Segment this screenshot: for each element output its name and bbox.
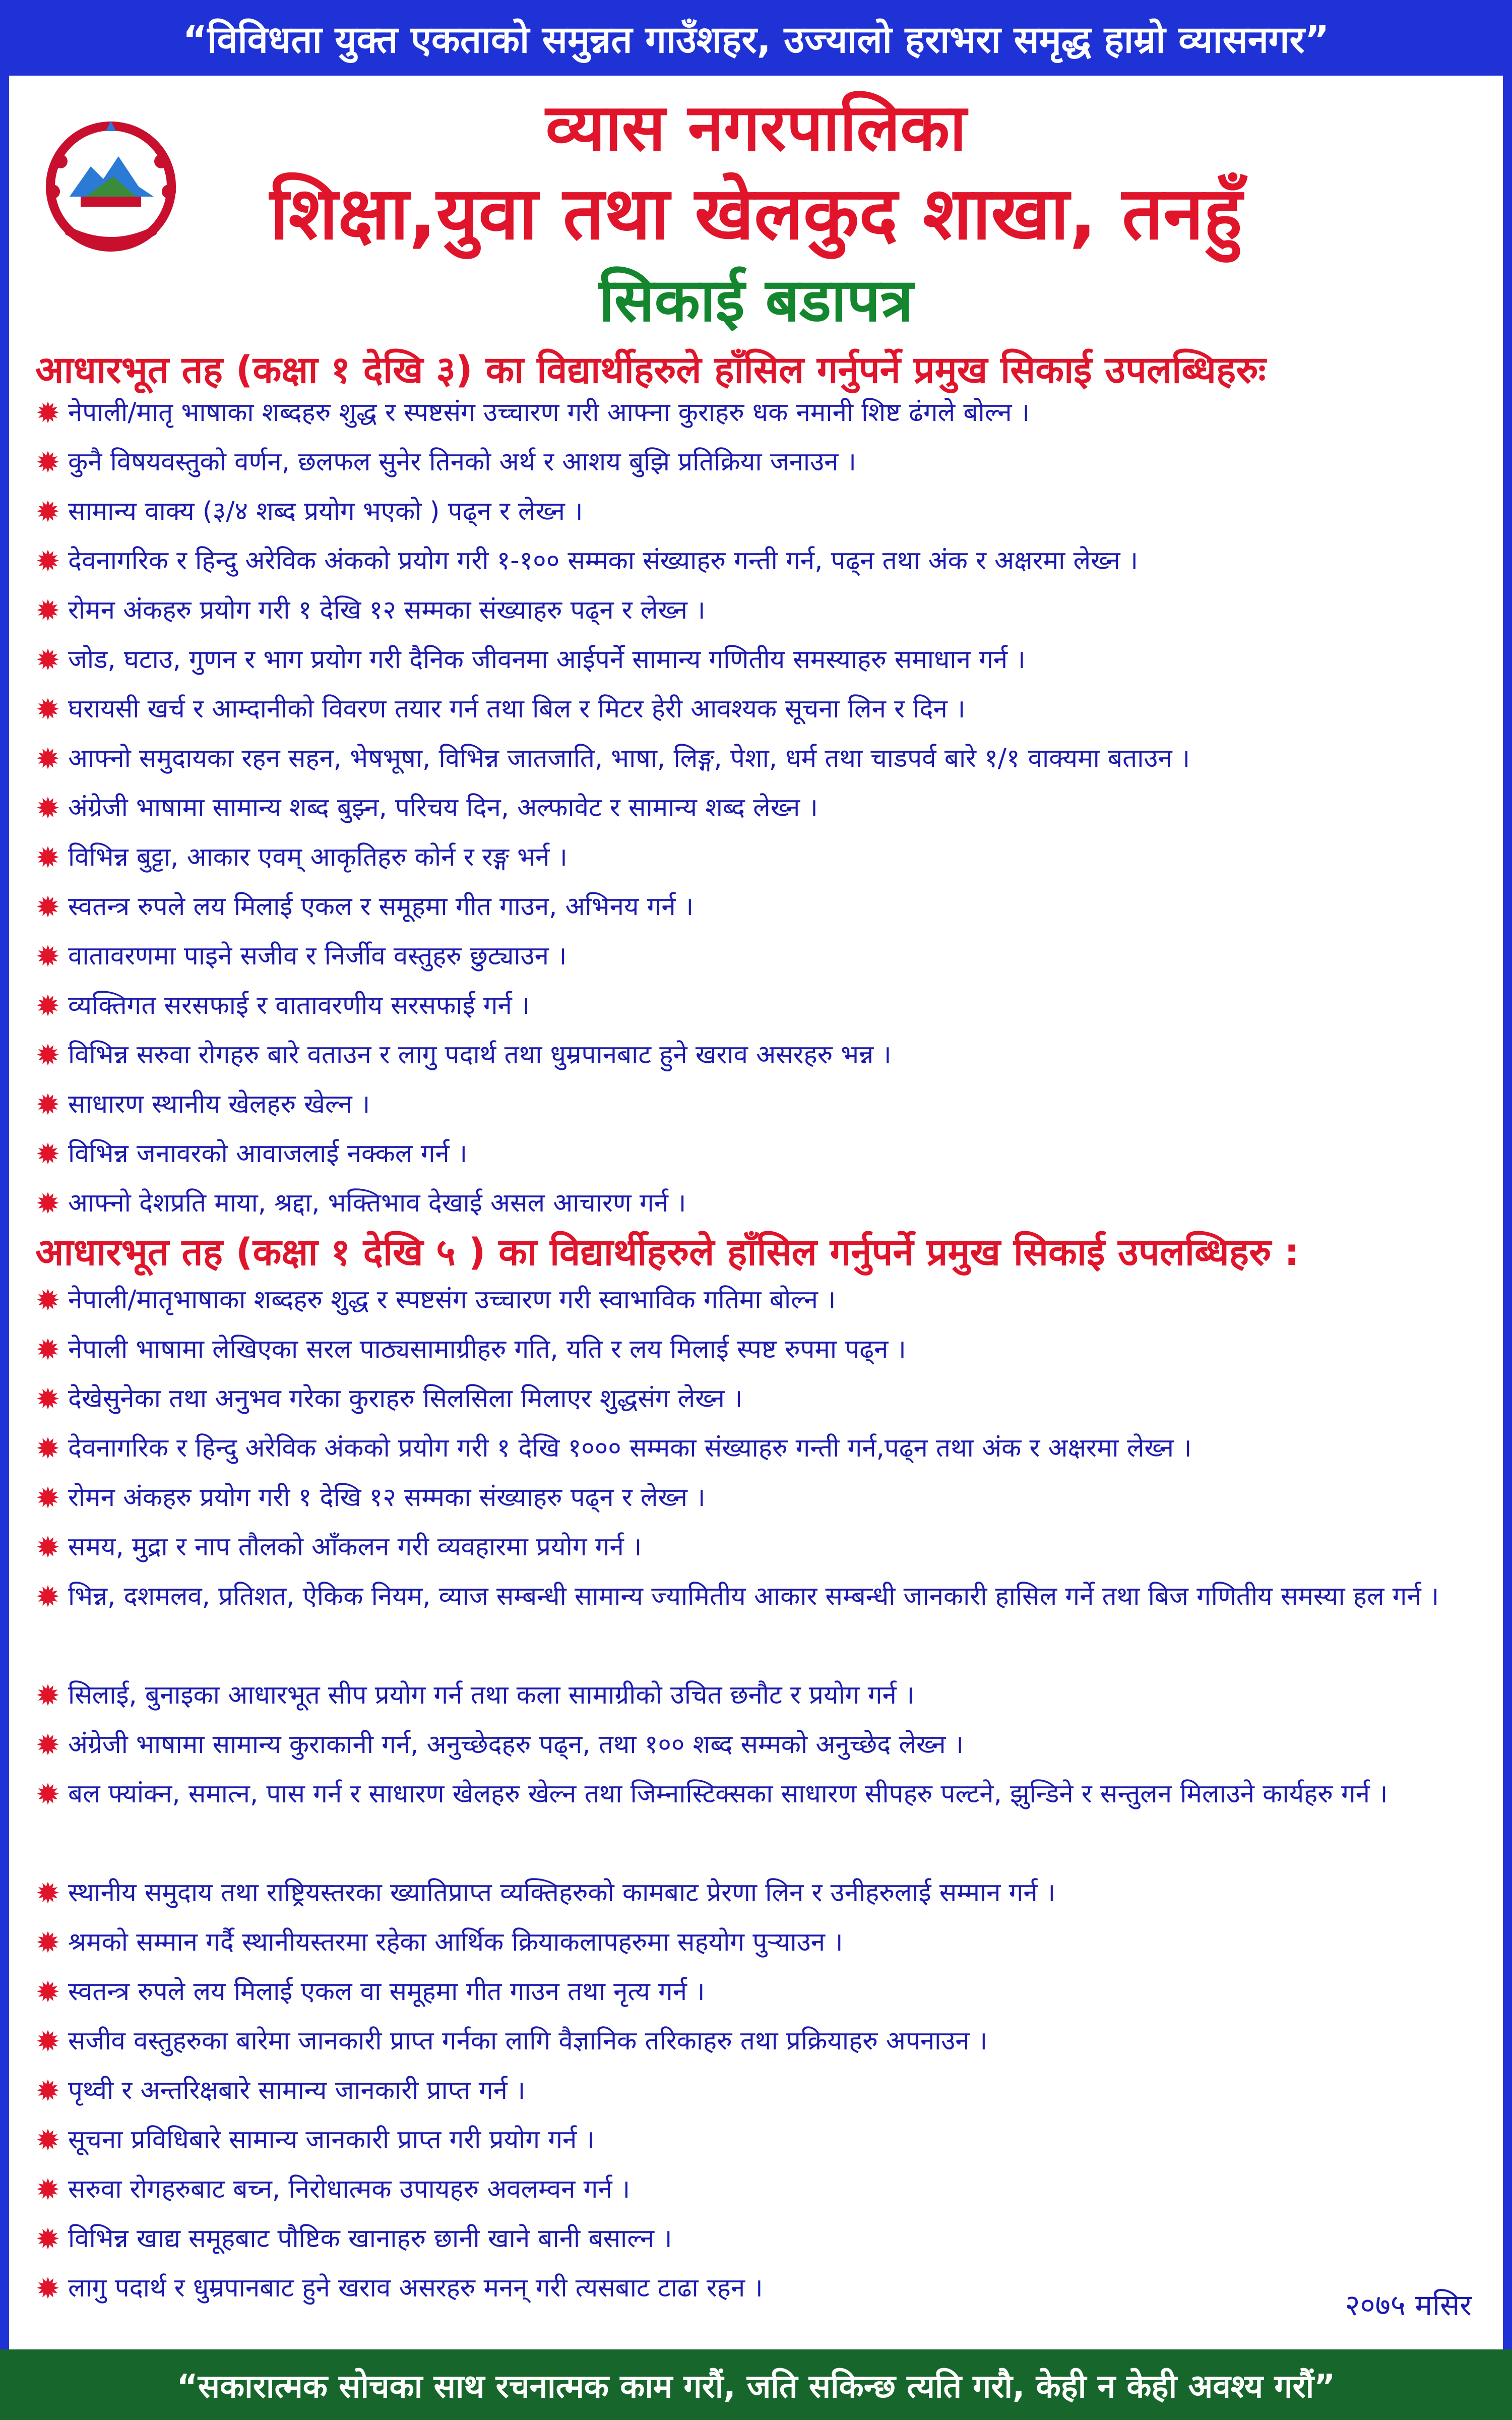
list-item-text: देवनागरिक र हिन्दु अरेविक अंकको प्रयोग गरी १-१०० सम्मका संख्याहरु गन्ती गर्न, पढ्न तथा अंक र अक्षरमा लेख्न । [68, 546, 1139, 576]
list-item [33, 586, 1484, 635]
list-item-text: अंग्रेजी भाषामा सामान्य कुराकानी गर्न, अनुच्छेदहरु पढ्न, तथा १०० शब्द सम्मको अनुच्छेद लेख्न । [68, 1730, 964, 1760]
starburst-bullet-icon: ✹ [35, 791, 60, 825]
list-item-text: घरायसी खर्च र आम्दानीको विवरण तयार गर्न तथा बिल र मिटर हेरी आवश्यक सूचना लिन र दिन । [68, 694, 966, 724]
list-item-text: बल फ्यांक्न, समात्न, पास गर्न र साधारण खेलहरु खेल्न तथा जिम्नास्टिक्सका साधारण सीपहरु पल्टने, झुन्डिने र सन्तुलन मिलाउने कार्यहरु गर्न । [68, 1779, 1388, 1809]
list-item [33, 783, 1484, 833]
list-item [33, 1424, 1484, 1473]
section-heading-grade-1-3: आधारभूत तह (कक्षा १ देखि ३) का विद्यार्थीहरुले हाँसिल गर्नुपर्ने प्रमुख सिकाई उपलब्धिहरुः [35, 348, 1266, 392]
document-title: सिकाई बडापत्र [599, 265, 913, 335]
list-item-text: सजीव वस्तुहरुका बारेमा जानकारी प्राप्त गर्नका लागि वैज्ञानिक तरिकाहरु तथा प्रक्रियाहरु अपनाउन । [68, 2026, 988, 2056]
starburst-bullet-icon: ✹ [35, 1777, 60, 1811]
municipality-title: व्यास नगरपालिका [545, 90, 967, 165]
list-item [33, 1031, 1484, 1080]
starburst-bullet-icon: ✹ [35, 1876, 60, 1910]
starburst-bullet-icon: ✹ [35, 1481, 60, 1515]
list-item-text: सामान्य वाक्य (३/४ शब्द प्रयोग भएको ) पढ्न र लेख्न । [68, 497, 583, 526]
top-slogan-banner [0, 0, 1512, 76]
list-item-text: कुनै विषयवस्तुको वर्णन, छलफल सुनेर तिनको अर्थ र आशय बुझि प्रतिक्रिया जनाउन । [68, 447, 856, 477]
list-item-text: भिन्न, दशमलव, प्रतिशत, ऐकिक नियम, व्याज सम्बन्धी सामान्य ज्यामितीय आकार सम्बन्धी जानकारी हासिल गर्ने तथा बिज गणितीय समस्या हल गर्न । [68, 1582, 1439, 1611]
list-item [33, 1325, 1484, 1374]
starburst-bullet-icon: ✹ [35, 495, 60, 529]
list-item [33, 2264, 1484, 2313]
starburst-bullet-icon: ✹ [35, 1283, 60, 1317]
list-item [33, 1523, 1484, 1572]
list-item-text: स्थानीय समुदाय तथा राष्ट्रियस्तरका ख्यातिप्राप्त व्यक्तिहरुको कामबाट प्रेरणा लिन र उनीहरुलाई सम्मान गर्न । [68, 1878, 1056, 1908]
list-item-text: स्वतन्त्र रुपले लय मिलाई एकल वा समूहमा गीत गाउन तथा नृत्य गर्न । [68, 1977, 705, 2007]
list-item [33, 981, 1484, 1031]
list-item-text: आफ्नो देशप्रति माया, श्रद्दा, भक्तिभाव देखाई असल आचारण गर्न । [68, 1188, 686, 1218]
list-item-text: लागु पदार्थ र धुम्रपानबाट हुने खराव असरहरु मनन् गरी त्यसबाट टाढा रहन । [68, 2273, 763, 2303]
list-item [33, 734, 1484, 783]
starburst-bullet-icon: ✹ [35, 1975, 60, 2009]
starburst-bullet-icon: ✹ [35, 2074, 60, 2108]
list-item-text: नेपाली भाषामा लेखिएका सरल पाठ्यसामाग्रीहरु गति, यति र लय मिलाई स्पष्ट रुपमा पढ्न । [68, 1335, 906, 1364]
list-item-text: व्यक्तिगत सरसफाई र वातावरणीय सरसफाई गर्न । [68, 991, 530, 1020]
list-item [33, 438, 1484, 487]
list-item [33, 2115, 1484, 2165]
starburst-bullet-icon: ✹ [35, 1925, 60, 1960]
list-item [33, 2214, 1484, 2264]
list-item [33, 1868, 1484, 1918]
starburst-bullet-icon: ✹ [35, 1728, 60, 1762]
list-item [33, 1967, 1484, 2017]
list-item-text: पृथ्वी र अन्तरिक्षबारे सामान्य जानकारी प्राप्त गर्न । [68, 2076, 526, 2105]
section-heading-grade-1-5: आधारभूत तह (कक्षा १ देखि ५ ) का विद्यार्थीहरुले हाँसिल गर्नुपर्ने प्रमुख सिकाई उपलब्धिहरु : [35, 1231, 1299, 1274]
starburst-bullet-icon: ✹ [35, 544, 60, 578]
list-item [33, 635, 1484, 685]
starburst-bullet-icon: ✹ [35, 1186, 60, 1221]
list-item-text: देखेसुनेका तथा अनुभव गरेका कुराहरु सिलसिला मिलाएर शुद्धसंग लेख्न । [68, 1384, 743, 1414]
starburst-bullet-icon: ✹ [35, 2024, 60, 2059]
starburst-bullet-icon: ✹ [35, 1382, 60, 1416]
list-item [33, 1918, 1484, 1967]
list-item-text: आफ्नो समुदायका रहन सहन, भेषभूषा, विभिन्न जातजाति, भाषा, लिङ्ग, पेशा, धर्म तथा चाडपर्व बारे १/१ वाक्यमा बताउन । [68, 744, 1190, 773]
list-item-text: सूचना प्रविधिबारे सामान्य जानकारी प्राप्त गरी प्रयोग गर्न । [68, 2125, 595, 2155]
list-item [33, 833, 1484, 882]
starburst-bullet-icon: ✹ [35, 890, 60, 924]
list-item [33, 1129, 1484, 1179]
list-item [33, 487, 1484, 536]
list-item-text: विभिन्न खाद्य समूहबाट पौष्टिक खानाहरु छानी खाने बानी बसाल्न । [68, 2224, 672, 2254]
outcome-list-grade-1-3 [33, 388, 1484, 1228]
starburst-bullet-icon: ✹ [35, 643, 60, 677]
top-slogan: “विविधता युक्त एकताको समुन्नत गाउँशहर, उज्यालो हराभरा समृद्ध हाम्रो व्यासनगर” [182, 18, 1330, 62]
list-item-text: रोमन अंकहरु प्रयोग गरी १ देखि १२ सम्मका संख्याहरु पढ्न र लेख्न । [68, 1483, 706, 1512]
list-item-text: विभिन्न बुट्टा, आकार एवम् आकृतिहरु कोर्न र रङ्ग भर्न । [68, 842, 568, 872]
outcome-list-grade-1-5 [33, 1276, 1484, 2313]
list-item-text: रोमन अंकहरु प्रयोग गरी १ देखि १२ सम्मका संख्याहरु पढ्न र लेख्न । [68, 595, 706, 625]
starburst-bullet-icon: ✹ [35, 2271, 60, 2306]
list-item-text: नेपाली/मातृ भाषाका शब्दहरु शुद्ध र स्पष्टसंग उच्चारण गरी आफ्ना कुराहरु धक नमानी शिष्ट ढंगले बोल्न । [68, 398, 1030, 428]
list-item-text: सिलाई, बुनाइका आधारभूत सीप प्रयोग गर्न तथा कला सामाग्रीको उचित छनौट र प्रयोग गर्न । [68, 1680, 915, 1710]
starburst-bullet-icon: ✹ [35, 840, 60, 875]
list-item-text: साधारण स्थानीय खेलहरु खेल्न । [68, 1090, 370, 1119]
list-item [33, 1374, 1484, 1424]
starburst-bullet-icon: ✹ [35, 2123, 60, 2157]
starburst-bullet-icon: ✹ [35, 692, 60, 727]
list-item-text: देवनागरिक र हिन्दु अरेविक अंकको प्रयोग गरी १ देखि १००० सम्मका संख्याहरु गन्ती गर्न,पढ्न तथा अंक र अक्षरमा लेख्न । [68, 1433, 1192, 1463]
list-item-text: सरुवा रोगहरुबाट बच्न, निरोधात्मक उपायहरु अवलम्वन गर्न । [68, 2174, 631, 2204]
starburst-bullet-icon: ✹ [35, 445, 60, 479]
starburst-bullet-icon: ✹ [35, 989, 60, 1023]
list-item-text: श्रमको सम्मान गर्दै स्थानीयस्तरमा रहेका आर्थिक क्रियाकलापहरुमा सहयोग पुर्‍याउन । [68, 1927, 843, 1957]
list-item-text: अंग्रेजी भाषामा सामान्य शब्द बुझ्न, परिचय दिन, अल्फावेट र सामान्य शब्द लेख्न । [68, 793, 818, 823]
list-item [33, 685, 1484, 734]
list-item [33, 1179, 1484, 1228]
list-item-text: विभिन्न जनावरको आवाजलाई नक्कल गर्न । [68, 1139, 468, 1169]
starburst-bullet-icon: ✹ [35, 1137, 60, 1171]
list-item [33, 1671, 1484, 1720]
starburst-bullet-icon: ✹ [35, 1530, 60, 1564]
starburst-bullet-icon: ✹ [35, 593, 60, 628]
list-item-text: समय, मुद्रा र नाप तौलको आँकलन गरी व्यवहारमा प्रयोग गर्न । [68, 1532, 642, 1562]
branch-title: शिक्षा,युवा तथा खेलकुद शाखा, तनहुँ [270, 171, 1242, 256]
list-item [33, 2017, 1484, 2066]
starburst-bullet-icon: ✹ [35, 2222, 60, 2256]
starburst-bullet-icon: ✹ [35, 2172, 60, 2207]
starburst-bullet-icon: ✹ [35, 1087, 60, 1122]
starburst-bullet-icon: ✹ [35, 396, 60, 430]
list-item [33, 1080, 1484, 1129]
list-item-text: स्वतन्त्र रुपले लय मिलाई एकल र समूहमा गीत गाउन, अभिनय गर्न । [68, 892, 694, 922]
list-item [33, 1473, 1484, 1523]
list-item [33, 932, 1484, 981]
list-item [33, 2066, 1484, 2115]
bottom-slogan-banner [0, 2349, 1512, 2420]
list-item [33, 388, 1484, 438]
starburst-bullet-icon: ✹ [35, 1678, 60, 1713]
issue-date: २०७५ मसिर [1345, 2288, 1472, 2322]
list-item [33, 1770, 1484, 1868]
list-item [33, 1572, 1484, 1671]
list-item-text: नेपाली/मातृभाषाका शब्दहरु शुद्ध र स्पष्टसंग उच्चारण गरी स्वाभाविक गतिमा बोल्न । [68, 1285, 836, 1315]
starburst-bullet-icon: ✹ [35, 1333, 60, 1367]
starburst-bullet-icon: ✹ [35, 1580, 60, 1614]
list-item-text: जोड, घटाउ, गुणन र भाग प्रयोग गरी दैनिक जीवनमा आईपर्ने सामान्य गणितीय समस्याहरु समाधान गर्न । [68, 645, 1026, 675]
list-item-text: वातावरणमा पाइने सजीव र निर्जीव वस्तुहरु छुट्याउन । [68, 941, 567, 971]
list-item-text: विभिन्न सरुवा रोगहरु बारे वताउन र लागु पदार्थ तथा धुम्रपानबाट हुने खराव असरहरु भन्न । [68, 1040, 892, 1070]
starburst-bullet-icon: ✹ [35, 1431, 60, 1466]
list-item [33, 1276, 1484, 1325]
list-item [33, 882, 1484, 932]
list-item [33, 1720, 1484, 1770]
list-item [33, 2165, 1484, 2214]
list-item [33, 536, 1484, 586]
bottom-slogan: “सकारात्मक सोचका साथ रचनात्मक काम गरौं, जति सकिन्छ त्यति गरौ, केही न केही अवश्य गरौं” [176, 2368, 1336, 2405]
starburst-bullet-icon: ✹ [35, 1038, 60, 1072]
starburst-bullet-icon: ✹ [35, 742, 60, 776]
starburst-bullet-icon: ✹ [35, 939, 60, 974]
